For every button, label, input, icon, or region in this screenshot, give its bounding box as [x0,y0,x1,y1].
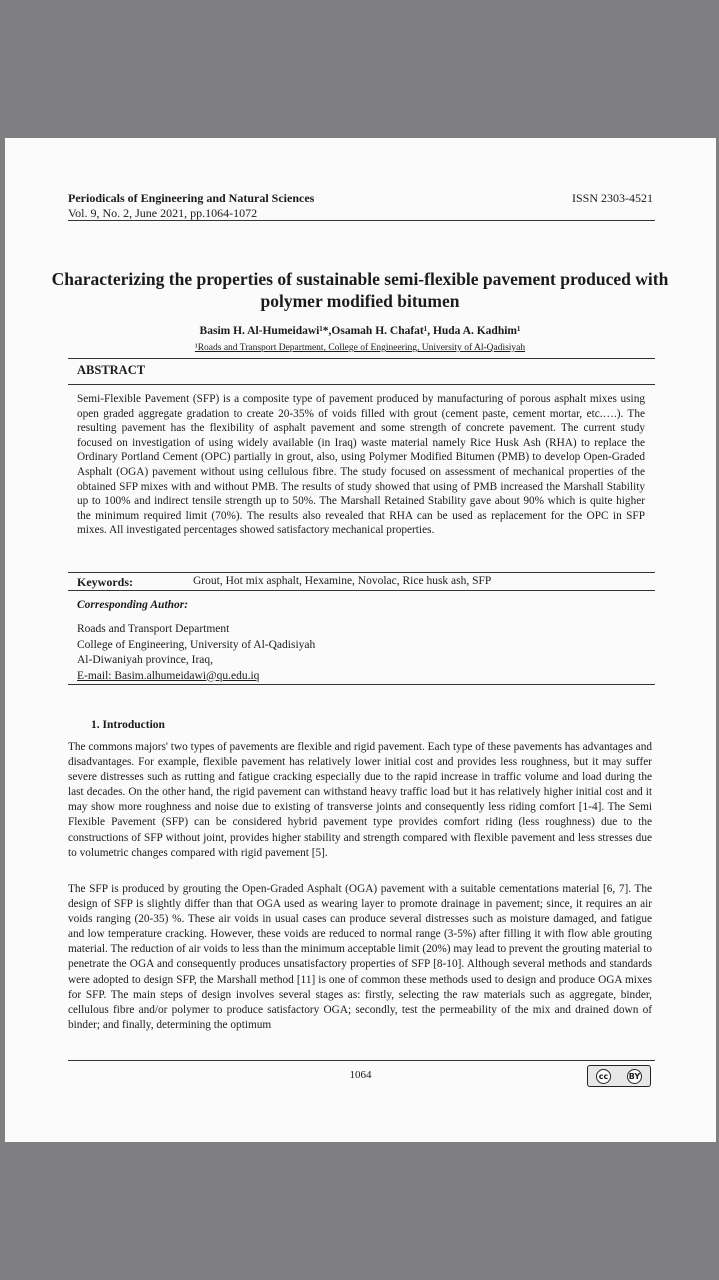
keywords-top-rule [68,572,655,573]
issn: ISSN 2303-4521 [571,191,653,205]
email-link[interactable]: E-mail: Basim.alhumeidawi@qu.edu.iq [77,669,260,682]
keywords-text: Grout, Hot mix asphalt, Hexamine, Novolac, Rice husk ash, SFP [193,575,492,587]
footer-rule [68,1060,655,1061]
abstract-heading-rule [68,384,655,385]
intro-paragraph-1: The commons majors' two types of pavements are flexible and rigid pavement. Each type of these pavements has advantages and disadvantages. For example, flexible pavement has relatively lower initial cost and provides less roughness, but it may suffer severe distresses such as rutting and fatigue cracking especially due to the rapid increase in traffic volume and load during the last decades. On the other hand, the rigid pavement can withstand heavy traffic load but it has relatively higher initial cost and it may show more roughness and noise due to existing of transverse joints and consequently less riding comfort [1-4]. The Semi Flexible Pavement (SFP) can be considered hybrid pavement type provides comfort riding (less roughness) due to the constructions of SFP without joint, provides higher stability and strength compared with flexible pavement and less stresses due to volumetric changes compared with rigid pavement [5]. [68,741,652,859]
address-line-2: College of Engineering, University of Al-Qadisiyah [77,638,316,651]
authors: Basim H. Al-Humeidawi¹*,Osamah H. Chafat¹, Huda A. Kadhim¹ [199,325,521,337]
cc-icon: cc [596,1069,611,1084]
keywords-label: Keywords: [77,575,133,589]
address-line-1: Roads and Transport Department [77,623,230,635]
affiliation: ¹Roads and Transport Department, College of Engineering, University of Al-Qadisiyah [194,343,526,353]
corresponding-bottom-rule [68,684,655,685]
abstract-text: Semi-Flexible Pavement (SFP) is a composite type of pavement produced by manufacturing of porous asphalt mixes using open graded aggregate gradation to create 20-35% of voids filled with grout (cement paste, cement mortar, etc.….). The resulting pavement has the flexibility of asphalt pavement and some strength of concrete pavement. The current study focused on investigation of using widely available (in Iraq) waste material namely Rice Husk Ash (RHA) to replace the Ordinary Portland Cement (OPC) partially in grout, also, using Polymer Modified Bitumen (PMB) to develop Open-Graded Asphalt (OGA) pavement without using cellulous fibre. The study focused on assessment of mechanical properties of the obtained SFP mixes with and without PMB. The results of study showed that using of PMB increased the Marshall Stability up to 100% and indirect tensile strength up to 50%. The Marshall Retained Stability gave about 90% which is quite higher the minimum required limit (70%). The results also revealed that RHA can be used as replacement for the OPC in SFP mixes. All investigated percentages showed satisfactory mechanical properties. [77,393,645,537]
paper-page [5,138,716,1142]
corresponding-heading: Corresponding Author: [77,599,189,611]
page-number: 1064 [349,1069,372,1081]
by-icon: BY [627,1069,642,1084]
header-rule [68,220,655,221]
section-heading-introduction: 1. Introduction [91,719,165,731]
keywords-bottom-rule [68,590,655,591]
corresponding-address [77,622,315,684]
paper-title: Characterizing the properties of sustainable semi-flexible pavement produced with polymer modified bitumen [51,269,669,311]
volume-info: Vol. 9, No. 2, June 2021, pp.1064-1072 [68,206,258,220]
intro-paragraph-2: The SFP is produced by grouting the Open-Graded Asphalt (OGA) pavement with a suitable cementations material [6, 7]. The design of SFP is slightly differ than that OGA used as wearing layer to promote drainage in pavement; since, it requires an air voids ranging (20-35) %. These air voids in usual cases can produce several distresses such as moisture damaged, and fatigue and low temperature cracking. However, these voids are reduced to normal range (3-5%) after filling it with flow able grouting material. The reduction of air voids to less than the minimum acceptable limit (20%) may lead to prevent the grouting material to penetrate the OGA and consequently produces unsatisfactory properties of SFP [8-10]. Although several methods and standards were adopted to design SFP, the Marshall method [11] is one of common these methods used to design and produce OGA mixes for SFP. The main steps of design involves several stages as: firstly, selecting the raw materials such as aggregate, binder, cellulous fibre and/or polymer to produce satisfactory OGA; secondly, test the permeability of the mix and drained down of binder; and finally, determining the optimum [68,883,652,1031]
abstract-heading: ABSTRACT [77,363,146,377]
abstract-top-rule [68,358,655,359]
cc-by-license-icon [587,1065,651,1087]
address-line-3: Al-Diwaniyah province, Iraq, [77,654,214,666]
journal-name: Periodicals of Engineering and Natural Sciences [68,191,315,205]
